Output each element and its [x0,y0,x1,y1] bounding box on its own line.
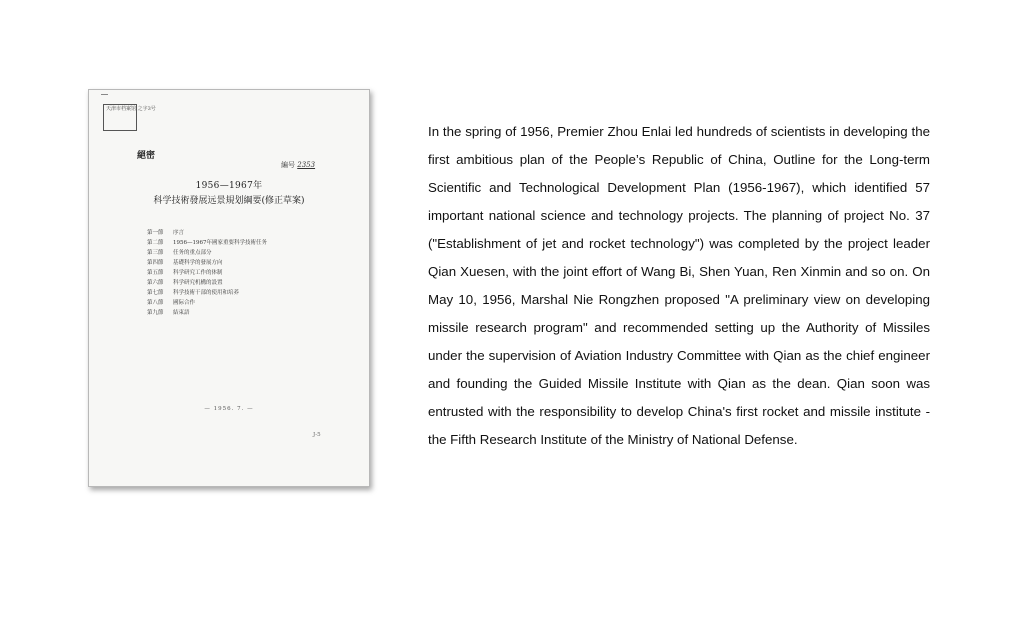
table-of-contents [147,228,267,318]
toc-item: 第八節 國际合作 [147,300,196,306]
document-years: 1956—1967年 [195,181,263,191]
archive-stamp: 天津市档案馆 之字3号 [103,104,137,131]
secret-label: 絕密 [137,151,156,161]
corner-mark [101,94,108,95]
toc-item: 第九節 結束語 [147,310,190,316]
toc-item: 第一節 序言 [147,230,185,236]
body-paragraph: In the spring of 1956, Premier Zhou Enlai led hundreds of scientists in developing the first ambitious plan of the People’s Republic of China, Outline for the Long-term Scientific and Technological Development Plan (1956-1967), which identified 57 important national science and technology projects. The planning of project No. 37 ("Establishment of jet and rocket technology") was completed by the project leader Qian Xuesen, with the joint effort of Wang Bi, Shen Yuan, Ren Xinmin and so on. On May 10, 1956, Marshal Nie Rongzhen proposed "A preliminary view on developing missile research program" and recommended setting up the Authority of Missiles under the supervision of Aviation Industry Committee with Qian as the chief engineer and founding the Guided Missile Institute with Qian as the dean. Qian soon was entrusted with the responsibility to develop China's first rocket and missile institute - the Fifth Research Institute of the Ministry of National Defense. [428,124,930,447]
toc-item: 第六節 科学研究机構的設置 [147,280,223,286]
toc-item: 第五節 科学研究工作的体制 [147,270,223,276]
toc-item: 第二節 1956—1967年國家重要科学技術任务 [147,240,267,246]
document-date: — 1956. 7. — [204,406,254,412]
page-mark: J-5 [313,432,321,438]
serial-label: 編号 [281,161,295,169]
toc-item: 第三節 任务的重点部分 [147,250,212,256]
toc-item: 第七節 科学技術干部的使用和培养 [147,290,240,296]
serial-value: 2353 [297,161,316,169]
serial-number [281,160,315,170]
document-title: 科学技術發展远景規划綱要(修正草案) [153,196,305,206]
toc-item: 第四節 基礎科学的發展方向 [147,260,223,266]
archival-document-image [88,89,370,487]
